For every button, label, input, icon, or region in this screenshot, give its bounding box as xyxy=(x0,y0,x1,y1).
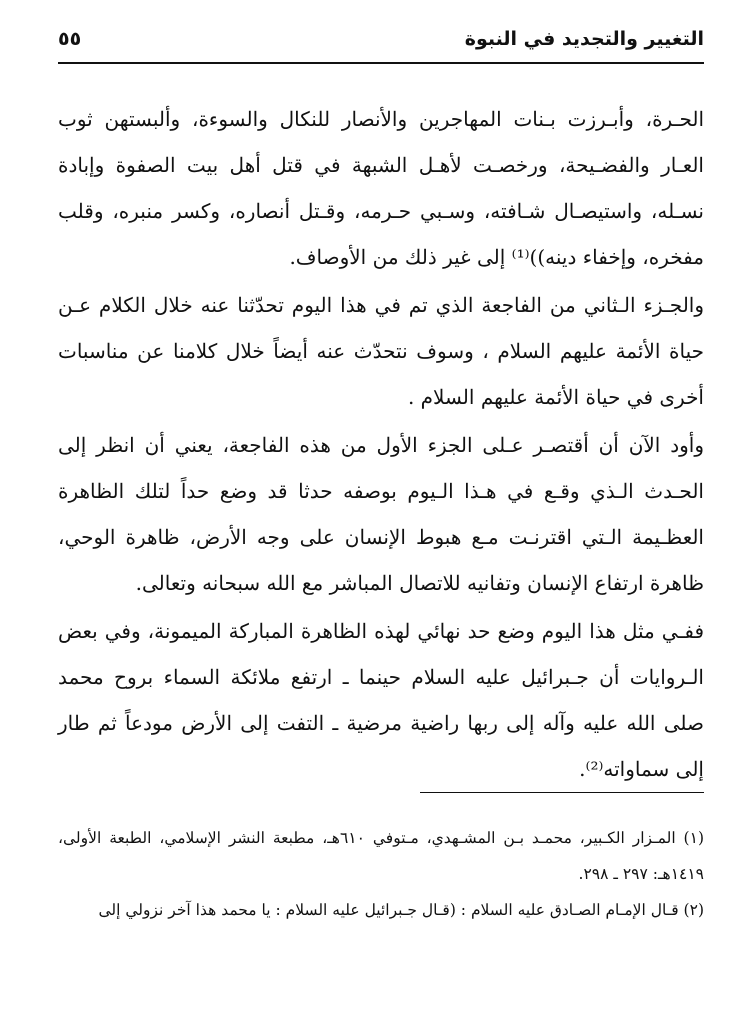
paragraph: ففـي مثل هذا اليوم وضع حد نهائي لهذه الظاهرة المباركة الميمونة، وفي بعض الـروايات أن جـبرائيل عليه السلام حينما ـ ارتفع ملائكة السماء بروح محمد صلى الله عليه وآله إلى ربها راضية مرضية ـ التفت إلى الأرض مودعاً ثم طار إلى سماواته⁽²⁾. xyxy=(58,619,704,781)
paragraph: والجـزء الـثاني من الفاجعة الذي تم في هذا اليوم تحدّثنا عنه خلال الكلام عـن حياة الأئمة عليهم السلام ، وسوف نتحدّث عنه أيضاً خلال كلامنا عن مناسبات أخرى في حياة الأئمة عليهم السلام . xyxy=(58,293,704,409)
footnote: (١) المـزار الكـبير، محمـد بـن المشـهدي، مـتوفي ٦١٠هـ، مطبعة النشر الإسلامي، الطبعة الأولى، ١٤١٩هـ: ٢٩٧ ـ ٢٩٨. xyxy=(58,829,704,883)
running-header xyxy=(58,26,704,60)
footnotes xyxy=(58,820,704,928)
paragraph: الحـرة، وأبـرزت بـنات المهاجرين والأنصار للنكال والسوءة، وألبستهن ثوب العـار والفضـيحة، ورخصـت لأهـل الشبهة في قتل أهل بيت الصفوة وإبادة نسـله، واستيصـال شـافته، وسـبي حـرمه، وقـتل أنصاره، وكسر منبره، وقلب مفخره، وإخفاء دينه))⁽¹⁾ إلى غير ذلك من الأوصاف. xyxy=(58,107,704,269)
page-number: ٥٥ xyxy=(58,28,82,50)
paragraph: وأود الآن أن أقتصـر عـلى الجزء الأول من هذه الفاجعة، يعني أن انظر إلى الحـدث الـذي وقـع في هـذا الـيوم بوصفه حدثا قد وضع حداً لتلك الظاهرة العظـيمة الـتي اقترنـت مـع هبوط الإنسان على وجه الأرض، ظاهرة الوحي، ظاهرة ارتفاع الإنسان وتفانيه للاتصال المباشر مع الله سبحانه وتعالى. xyxy=(58,433,704,595)
body-text xyxy=(58,96,704,794)
footnote: (٢) قـال الإمـام الصـادق عليه السلام : (قـال جـبرائيل عليه السلام : يا محمد هذا آخر نزولي إلى xyxy=(98,901,704,919)
header-rule xyxy=(58,62,704,64)
header-title: التغيير والتجديد في النبوة xyxy=(464,28,704,50)
footnote-separator xyxy=(420,792,704,793)
